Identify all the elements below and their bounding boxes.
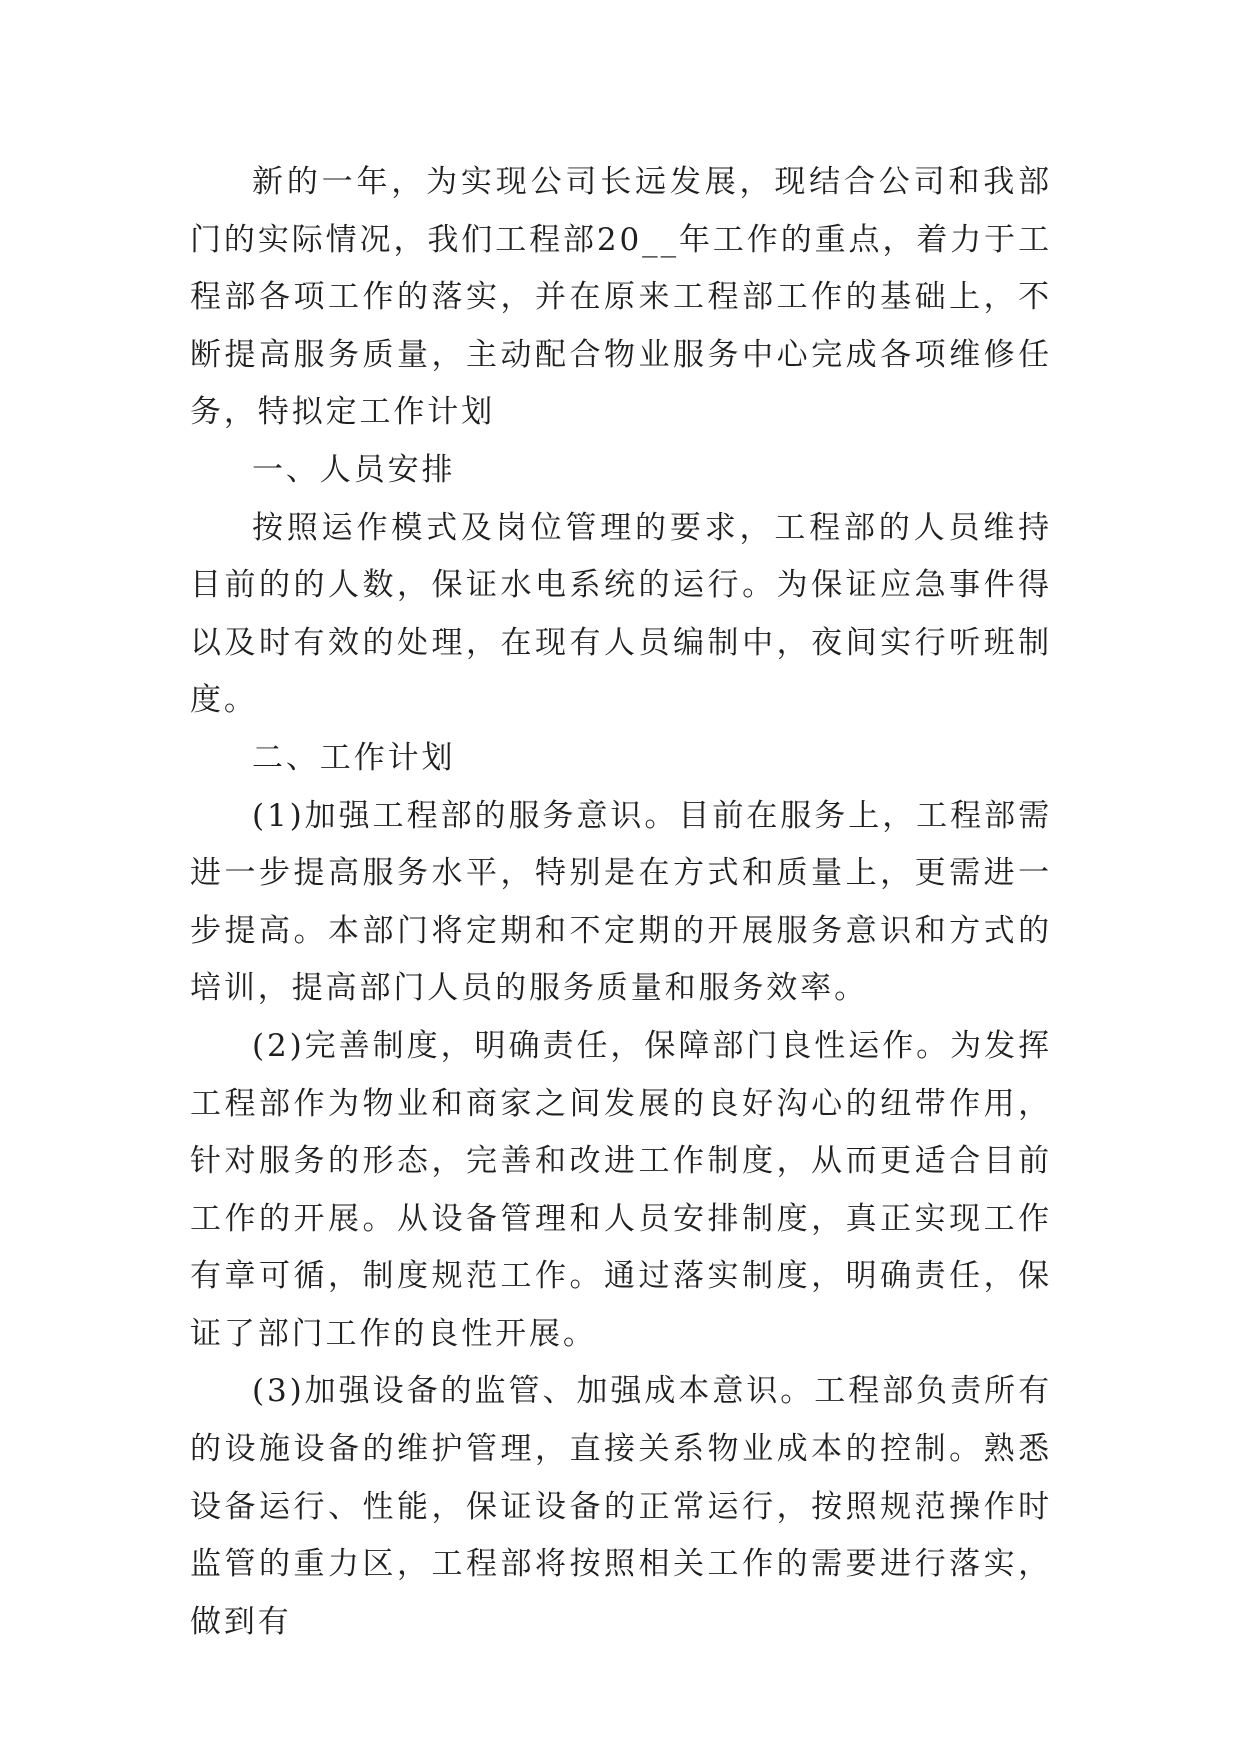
intro-paragraph: 新的一年，为实现公司长远发展，现结合公司和我部门的实际情况，我们工程部20__年工作的重点，着力于工程部各项工作的落实，并在原来工程部工作的基础上，不断提高服务质量，主动配合物业服务中心完成各项维修任务，特拟定工作计划 [190, 164, 1052, 431]
section-heading-staffing: 一、人员安排 [252, 451, 456, 488]
document-body [190, 154, 1052, 1651]
work-plan-item-2: (2)完善制度，明确责任，保障部门良性运作。为发挥工程部作为物业和商家之间发展的良好沟心的纽带作用，针对服务的形态，完善和改进工作制度，从而更适合目前工作的开展。从设备管理和人员安排制度，真正实现工作有章可循，制度规范工作。通过落实制度，明确责任，保证了部门工作的良性开展。 [190, 1027, 1052, 1352]
work-plan-item-3: (3)加强设备的监管、加强成本意识。工程部负责所有的设施设备的维护管理，直接关系物业成本的控制。熟悉设备运行、性能，保证设备的正常运行，按照规范操作时监管的重力区，工程部将按照相关工作的需要进行落实，做到有 [190, 1373, 1052, 1640]
staffing-paragraph: 按照运作模式及岗位管理的要求，工程部的人员维持目前的的人数，保证水电系统的运行。为保证应急事件得以及时有效的处理，在现有人员编制中，夜间实行听班制度。 [190, 509, 1052, 719]
work-plan-item-1: (1)加强工程部的服务意识。目前在服务上，工程部需进一步提高服务水平，特别是在方式和质量上，更需进一步提高。本部门将定期和不定期的开展服务意识和方式的培训，提高部门人员的服务质量和服务效率。 [190, 797, 1052, 1007]
section-heading-work-plan: 二、工作计划 [252, 739, 456, 776]
